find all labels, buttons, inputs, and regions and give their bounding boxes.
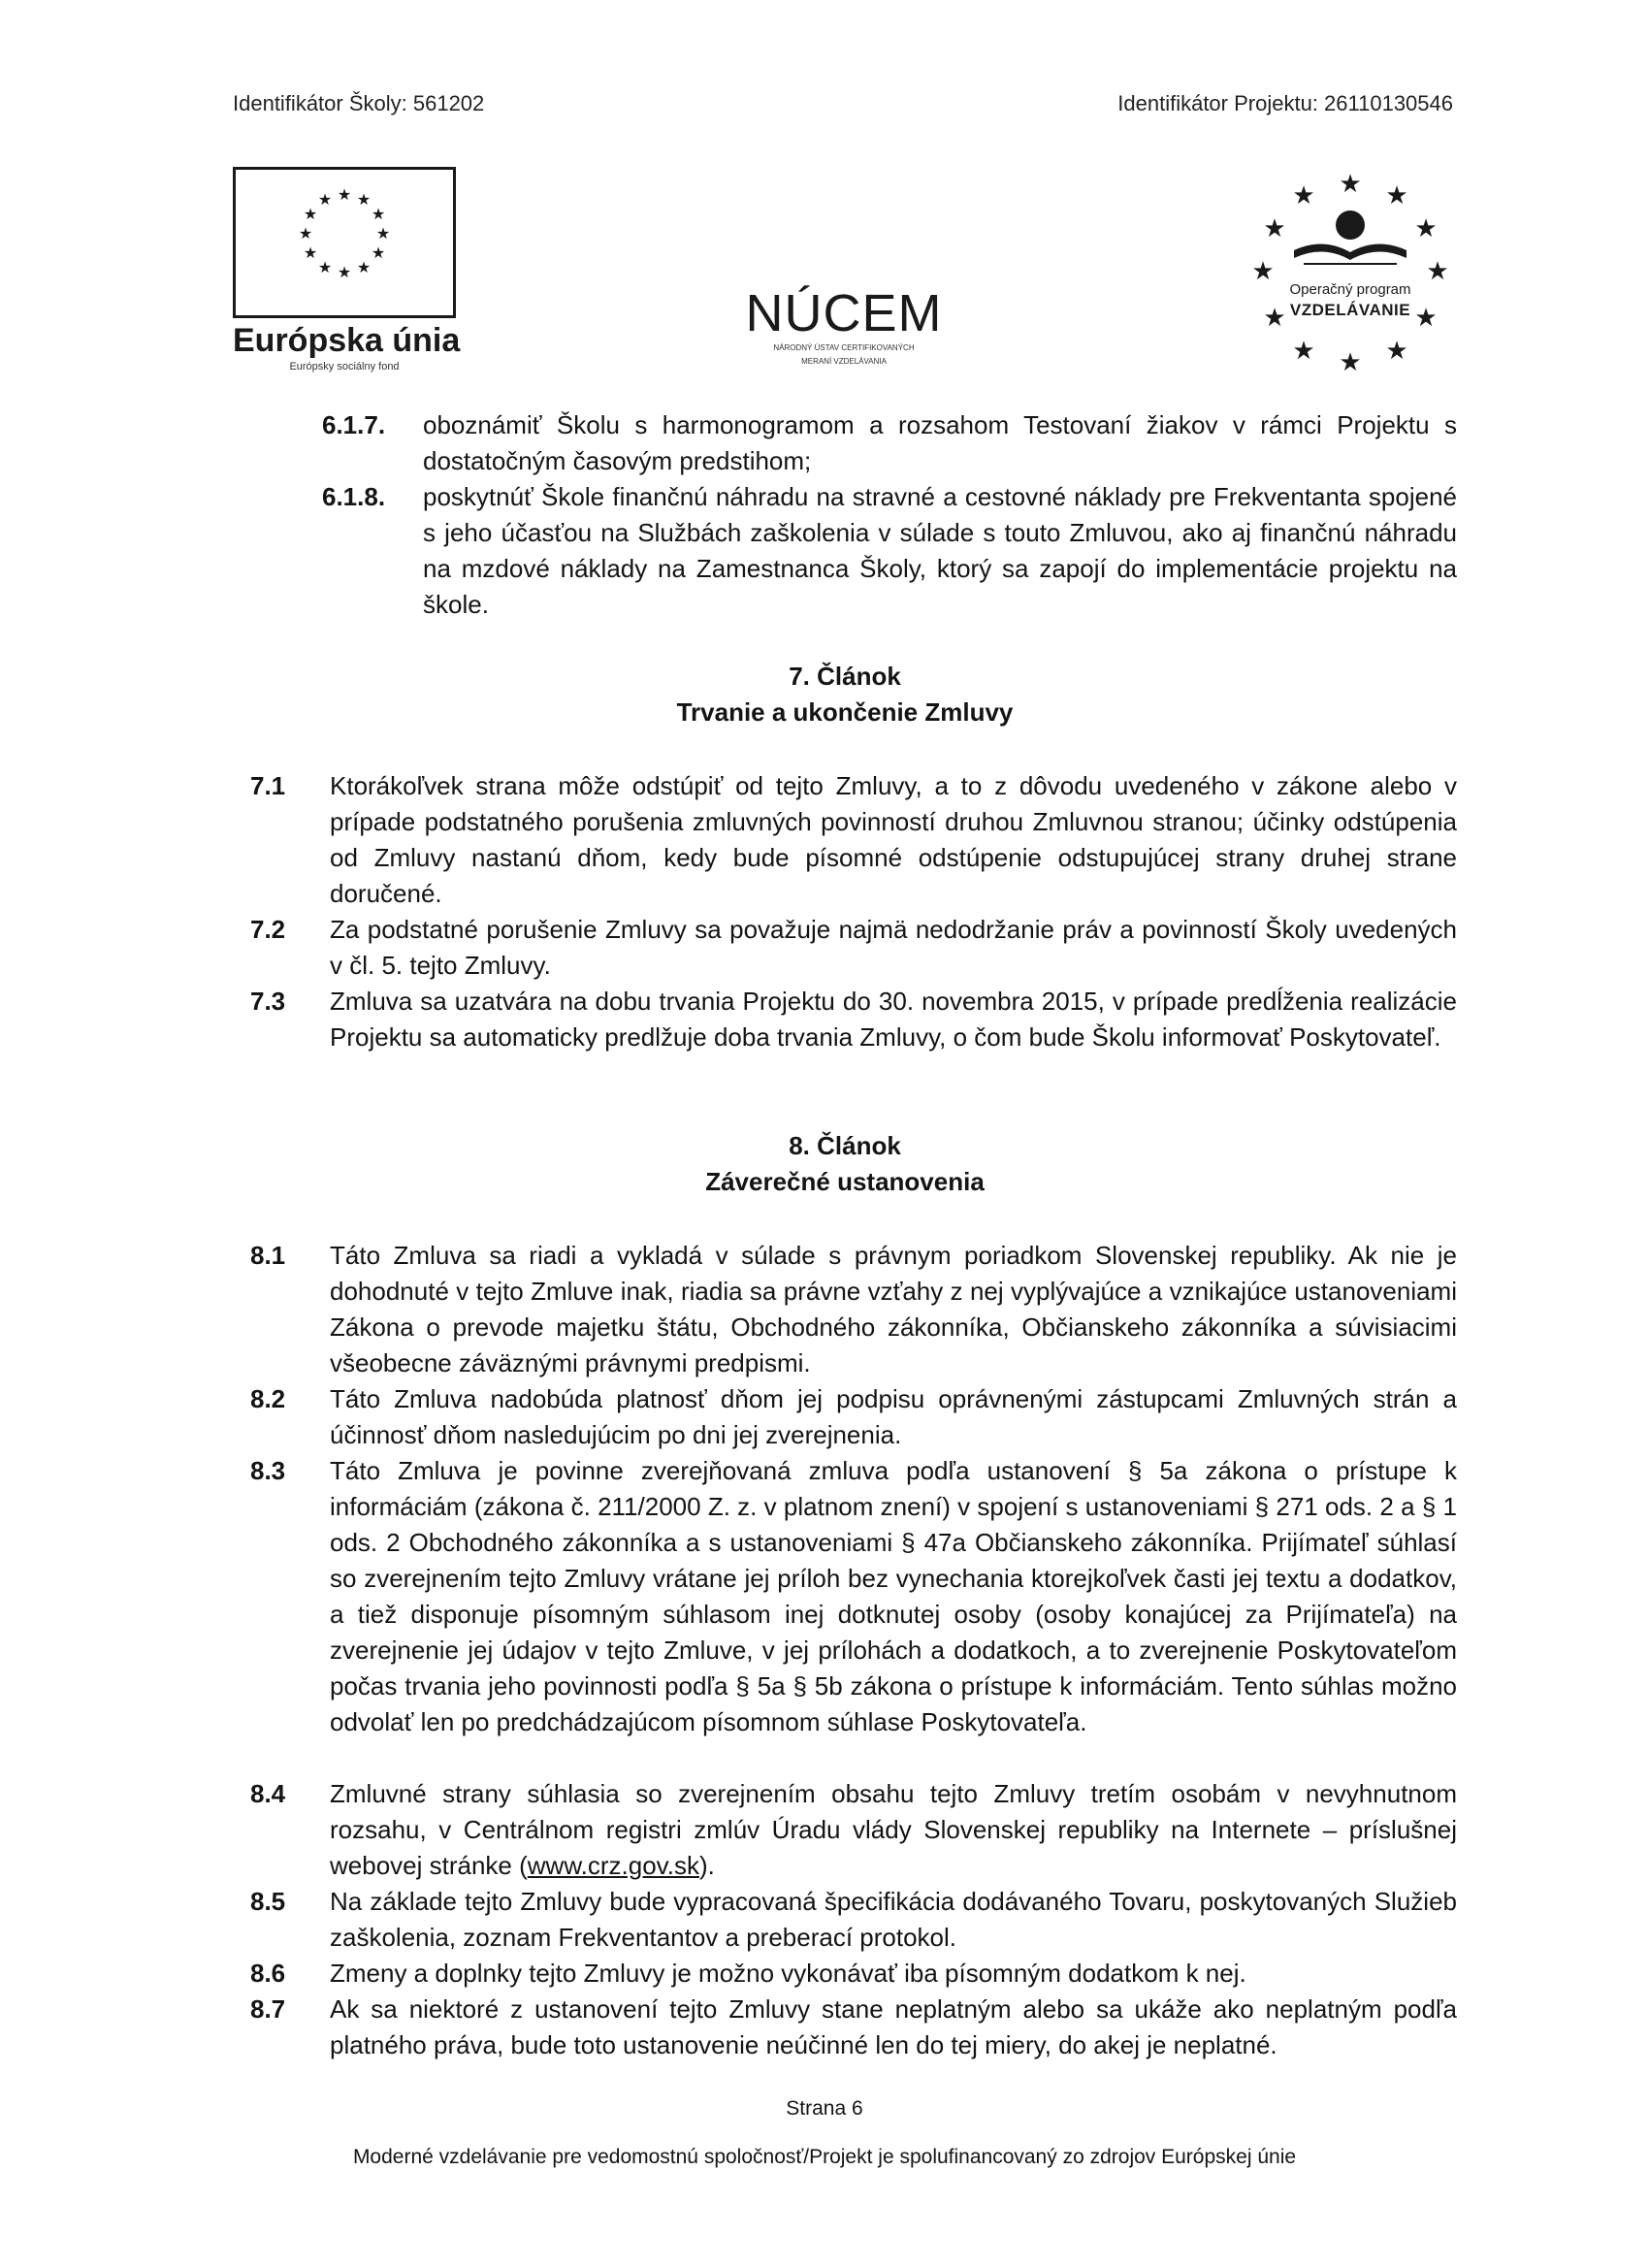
svg-text:★: ★ xyxy=(1339,348,1362,377)
clause-text: Zmeny a doplnky tejto Zmluvy je možno vykonávať iba písomným dodatkom k nej. xyxy=(330,1959,1246,1988)
svg-text:★: ★ xyxy=(303,205,318,223)
svg-text:★: ★ xyxy=(1263,214,1286,243)
svg-text:★: ★ xyxy=(1251,257,1275,286)
clause-number: 7.3 xyxy=(250,987,286,1016)
article-7-title: Trvanie a ukončenie Zmluvy xyxy=(676,697,1014,727)
page-number: Strana 6 xyxy=(786,2097,863,2120)
crz-website-link[interactable]: www.crz.gov.sk xyxy=(527,1851,699,1880)
clause-text: Na základe tejto Zmluvy bude vypracovaná špecifikácia dodávaného Tovaru, poskytovaných Služieb zaškolenia, zoznam Frekventantov a preberací protokol. xyxy=(330,1887,1457,1952)
clause-text: Táto Zmluva je povinne zverejňovaná zmluva podľa ustanovení § 5a zákona o prístupe k informáciám (zákona č. 211/2000 Z. z. v platnom znení) v spojení s ustanoveniami § 271 ods. 2 a § 1 ods. 2 Obchodného zákonníka a s ustanoveniami § 47a Občianskeho zákonníka. Prijímateľ súhlasí so zverejnením tejto Zmluvy vrátane jej príloh bez vynechania ktorejkoľvek časti jej textu a dodatkov, a tiež disponuje písomným súhlasom inej dotknutej osoby (osoby konajúcej za Prijímateľa) na zverejnenie jej údajov v tejto Zmluve, v jej prílohách a dodatkoch, a to zverejnenie Poskytovateľom počas trvania jeho povinnosti podľa § 5a § 5b zákona o prístupe k informáciám. Tento súhlas možno odvolať len po predchádzajúcom písomnom súhlase Poskytovateľa. xyxy=(330,1456,1457,1736)
clause-number: 8.4 xyxy=(250,1779,286,1808)
school-identifier: Identifikátor Školy: 561202 xyxy=(233,91,485,115)
footer-text: Moderné vzdelávanie pre vedomostnú spoločnosť/Projekt je spolufinancovaný zo zdrojov Európskej únie xyxy=(352,2146,1297,2168)
nucem-subtitle-2: MERANÍ VZDELÁVANIA xyxy=(801,357,887,366)
op-vzdelavanie-logo xyxy=(1234,165,1467,380)
svg-text:★: ★ xyxy=(356,258,372,276)
svg-text:★: ★ xyxy=(1426,257,1449,286)
clause-number: 8.1 xyxy=(250,1241,286,1270)
clause-text: Ak sa niektoré z ustanovení tejto Zmluvy stane neplatným alebo sa ukáže ako neplatným podľa platného práva, bude toto ustanovenie neúčinné len do tej miery, do akej je neplatné. xyxy=(330,1994,1457,2059)
svg-text:★: ★ xyxy=(337,263,352,281)
clause-number: 6.1.7. xyxy=(322,410,386,439)
clause-text-after-link: ). xyxy=(698,1851,715,1880)
svg-text:★: ★ xyxy=(1292,181,1315,211)
svg-text:★: ★ xyxy=(1385,181,1408,211)
clause-number: 8.3 xyxy=(250,1456,286,1485)
clause-text: oboznámiť Školu s harmonogramom a rozsahom Testovaní žiakov v rámci Projektu s dostatočným časovým predstihom; xyxy=(423,410,1457,475)
clause-text: Táto Zmluva sa riadi a vykladá v súlade s právnym poriadkom Slovenskej republiky. Ak nie je dohodnuté v tejto Zmluve inak, riadia sa právne vzťahy z nej vyplývajúce a vznikajúce ustanoveniami Zákona o prevode majetku štátu, Obchodného zákonníka, Občianskeho zákonníka a súvisiacimi všeobecne záväznými právnymi predpismi. xyxy=(330,1241,1457,1377)
svg-text:★: ★ xyxy=(317,190,333,209)
eu-subtitle: Európsky sociálny fond xyxy=(289,361,400,373)
svg-text:★: ★ xyxy=(375,224,391,243)
eu-flag-icon xyxy=(233,167,456,318)
clause-text: poskytnúť Škole finančnú náhradu na stravné a cestovné náklady pre Frekventanta spojené s jeho účasťou na Službách zaškolenia v súlade s touto Zmluvou, ako aj finančnú náhradu na mzdové náklady na Zamestnanca Školy, ktorý sa zapojí do implementácie projektu na škole. xyxy=(423,482,1457,619)
clause-text-before-link: Zmluvné strany súhlasia so zverejnením obsahu tejto Zmluvy tretím osobám v nevyhnutnom rozsahu, v Centrálnom registri zmlúv Úradu vlády Slovenskej republiky na Internete – príslušnej webovej stránke ( xyxy=(330,1779,1457,1880)
clause-text xyxy=(330,1776,1457,1884)
clause-text: Zmluva sa uzatvára na dobu trvania Projektu do 30. novembra 2015, v prípade predĺženia realizácie Projektu sa automaticky predlžuje doba trvania Zmluvy, o čom bude Školu informovať Poskytovateľ. xyxy=(330,987,1457,1052)
clause-number: 7.1 xyxy=(250,771,286,800)
clause-number: 8.7 xyxy=(250,1994,286,2024)
clause-number: 8.6 xyxy=(250,1959,286,1988)
svg-text:★: ★ xyxy=(1414,214,1438,243)
op-text-line-1: Operačný program xyxy=(1289,281,1411,298)
op-text-line-2: VZDELÁVANIE xyxy=(1289,301,1411,319)
clause-number: 6.1.8. xyxy=(322,482,386,511)
clause-number: 8.2 xyxy=(250,1384,286,1413)
svg-text:★: ★ xyxy=(1263,304,1286,333)
article-8-title: Záverečné ustanovenia xyxy=(705,1167,985,1196)
svg-text:★: ★ xyxy=(1414,304,1438,333)
eu-title: Európska únia xyxy=(233,322,461,359)
op-emblem-icon xyxy=(1234,165,1467,380)
svg-text:★: ★ xyxy=(303,243,318,262)
svg-text:★: ★ xyxy=(298,224,313,243)
svg-text:★: ★ xyxy=(337,185,352,204)
clause-text: Táto Zmluva nadobúda platnosť dňom jej podpisu oprávnenými zástupcami Zmluvných strán a účinnosť dňom nasledujúcim po dni jej zverejnenia. xyxy=(330,1384,1457,1449)
article-7-number: 7. Článok xyxy=(789,662,901,691)
svg-text:★: ★ xyxy=(356,190,372,209)
nucem-logo xyxy=(728,284,960,367)
article-8-number: 8. Článok xyxy=(789,1131,901,1160)
svg-text:★: ★ xyxy=(1292,337,1315,366)
svg-text:★: ★ xyxy=(371,205,386,223)
eu-logo xyxy=(233,167,461,373)
clause-text: Ktorákoľvek strana môže odstúpiť od tejto Zmluvy, a to z dôvodu uvedeného v zákone alebo v prípade podstatného porušenia zmluvných povinností druhou Zmluvnou stranou; účinky odstúpenia od Zmluvy nastanú dňom, kedy bude písomné odstúpenie odstupujúcej strany druhej strane doručené. xyxy=(330,771,1457,908)
svg-text:★: ★ xyxy=(371,243,386,262)
clause-number: 8.5 xyxy=(250,1887,286,1916)
svg-text:★: ★ xyxy=(1385,337,1408,366)
svg-text:★: ★ xyxy=(317,258,333,276)
svg-text:★: ★ xyxy=(1339,170,1362,199)
clause-text: Za podstatné porušenie Zmluvy sa považuje najmä nedodržanie práv a povinností Školy uvedených v čl. 5. tejto Zmluvy. xyxy=(330,915,1457,980)
nucem-subtitle-1: NÁRODNÝ ÚSTAV CERTIFIKOVANÝCH xyxy=(773,343,915,352)
clause-number: 7.2 xyxy=(250,915,286,944)
nucem-name: NÚCEM xyxy=(745,284,943,342)
project-identifier: Identifikátor Projektu: 26110130546 xyxy=(1117,91,1453,115)
